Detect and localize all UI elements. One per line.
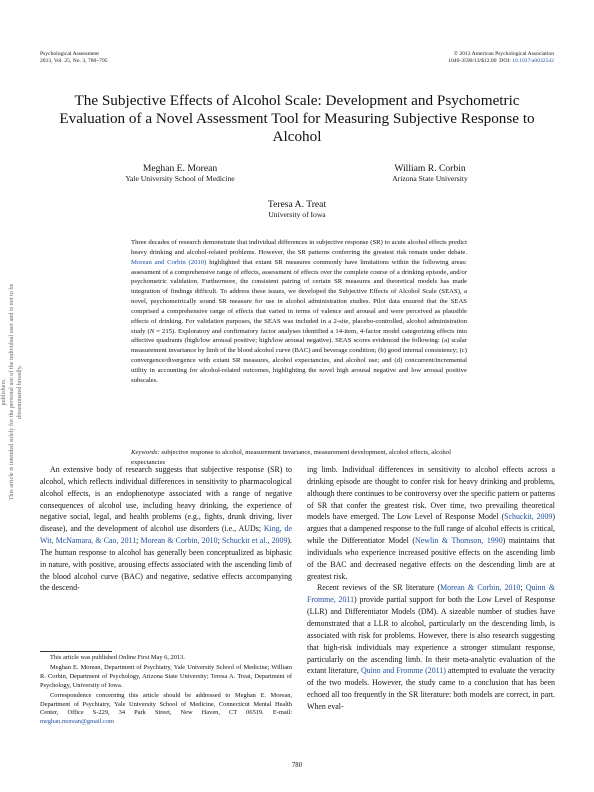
author-affiliation: Yale University School of Medicine: [125, 174, 235, 183]
author-name: Meghan E. Morean: [142, 163, 218, 174]
author-affiliation: University of Iowa: [268, 210, 326, 219]
copyright-line: © 2013 American Psychological Association: [453, 51, 554, 57]
body-text: ). The human response to alcohol has generally been conceptualized as biphasic in nature, with positive, arousing effects associated with the ascending limb of the blood alcohol curve (BAC) and negative, sedative effects accompanying the descend-: [40, 536, 292, 593]
side-notice-line-1: publishers.: [0, 378, 7, 406]
citation-link[interactable]: Quinn & Fromme, 2011: [307, 583, 555, 605]
body-text: ;: [520, 583, 526, 593]
journal-header-right: [448, 51, 554, 64]
abstract: [131, 238, 467, 386]
journal-name: Psychological Assessment: [40, 51, 99, 57]
keywords-label: Keywords:: [131, 449, 160, 456]
footnote-divider: [40, 651, 112, 652]
footnotes: [40, 654, 292, 728]
journal-header-left: [40, 51, 108, 64]
citation-link[interactable]: Newlin & Thomson, 1990: [415, 536, 503, 546]
author-block-1: [90, 163, 270, 183]
citation-link[interactable]: Morean & Corbin, 2010: [140, 536, 218, 546]
body-text: ;: [136, 536, 141, 546]
footnote-correspondence: [40, 692, 292, 727]
citation-link[interactable]: King, de Wit, McNamara, & Cao, 2011: [40, 524, 292, 546]
doi-link[interactable]: 10.1037/a0032542: [512, 57, 554, 64]
citation-link[interactable]: Morean & Corbin, 2010: [440, 583, 521, 593]
abstract-text: = 215). Exploratory and confirmatory factor analyses identified a 14-item, 4-factor model categorizing effects into affective quadrants (high/low arousal positive; high/low arousal negative). SEAS scores evidenced the following: (a) scalar measurement invariance by limb of the blood alcohol curve (BAC) and beverage condition; (b) good internal consistency; (c) convergence/divergence with extant SR measures, alcohol expectancies, and alcohol use; and (d) concurrent/incremental utility in accounting for alcohol-related outcomes, highlighting the novel high arousal negative and low arousal positive subscales.: [131, 327, 467, 384]
citation-link[interactable]: Quinn and Fromme (2011): [360, 666, 446, 676]
footnote-affiliations: Meghan E. Morean, Department of Psychiatry, Yale University School of Medicine; William R. Corbin, Department of Psychology, Arizona State University; Teresa A. Treat, Department of Psychology, University of Iowa.: [40, 664, 292, 689]
journal-citation: 2013, Vol. 25, No. 3, 780–795: [40, 57, 108, 64]
side-notice-line-2: This article is intended solely for the personal use of the individual user and is not to be disseminated broadly.: [8, 283, 23, 501]
author-name: Teresa A. Treat: [267, 199, 327, 210]
email-link[interactable]: meghan.morean@gmail.com: [40, 717, 115, 725]
keywords-text: subjective response to alcohol, measurement invariance, measurement development, alcohol effects, alcohol expectancies: [131, 449, 451, 466]
body-text: An extensive body of research suggests that subjective response (SR) to alcohol, which reflects individual differences in sensitivity to pharmacological alcohol effects, is an endophenotype associated with a range of negative consequences of alcohol use, including heavy drinking, the experience of negative social, legal, and health problems (e.g., fights, drunk driving, liver disease), and the development of alcohol use disorders (i.e., AUDs;: [40, 465, 292, 534]
author-name: William R. Corbin: [394, 163, 466, 174]
body-column-right: [307, 464, 555, 713]
doi-label: DOI:: [499, 57, 511, 64]
citation-link[interactable]: Schuckit, 2009: [504, 512, 553, 522]
body-paragraph: [307, 464, 555, 582]
article-title: The Subjective Effects of Alcohol Scale: Development and Psychometric Evaluation of a Novel Assessment Tool for Measuring Subjective Response to Alcohol: [59, 92, 535, 145]
abstract-text: highlighted that extant SR measures commonly have limitations within the following areas: assessment of a comprehensive range of effects, assessment of effects over the complete course of a drinking episode, and/or psychometric validation. Furthermore, the consistent pairing of certain SR measures and theoretical models has made integration of findings difficult. To address these issues, we developed the Subjective Effects of Alcohol Scale (SEAS), a novel, psychometrically sound SR measure for use in alcohol administration studies. Pilot data ensured that the SEAS comprised a comprehensive range of effects that varied in terms of valence and arousal and were perceived as plausible effects of drinking. For validation purposes, the SEAS was included in a 2-site, placebo-controlled, alcohol administration study (: [131, 258, 468, 335]
author-block-2: [340, 163, 520, 183]
issn: 1040-3590/13/$12.00: [448, 57, 497, 64]
body-text: ing limb. Individual differences in sensitivity to alcohol effects across a drinking episode are thought to confer risk for heavy drinking and problems, although there continues to be controversy over the specific pattern or patterns of SR that confer the greatest risk. Over time, two prevailing theoretical models have emerged. The Low Level of Response Model (: [307, 465, 555, 522]
body-text: Recent reviews of the SR literature (: [317, 583, 441, 593]
body-text: ) argues that a dampened response to the full range of alcohol effects is critical, while the Differentiator Model (: [307, 512, 555, 546]
body-column-left: [40, 464, 292, 594]
issn-doi-line: [448, 58, 554, 65]
abstract-citation-link[interactable]: Morean and Corbin (2010): [131, 258, 207, 266]
page-number: 780: [291, 762, 303, 769]
citation-link[interactable]: Schuckit et al., 2009: [222, 536, 288, 546]
footnote-text: Correspondence concerning this article should be addressed to Meghan E. Morean, Department of Psychiatry, Yale University School of Medicine, Connecticut Mental Health Center, Office S-229, 34 Park Street, New Haven, CT 06519. E-mail:: [40, 691, 292, 717]
author-block-3: [207, 199, 387, 219]
body-text: ) provide partial support for both the Low Level of Response (LLR) and Differentiator Models (DM). A sizeable number of studies have demonstrated that a LLR to alcohol, particularly on the descending limb, is associated with risk for problems. However, there is also research suggesting that high-risk individuals may experience a stronger stimulant response, particularly on the ascending limb. In their meta-analytic evaluation of the extant literature,: [307, 595, 555, 676]
abstract-text: Three decades of research demonstrate that individual differences in subjective response (SR) to acute alcohol effects predict heavy drinking and alcohol-related problems. However, the SR patterns conferring the greatest risk remain under debate.: [131, 239, 467, 256]
author-affiliation: Arizona State University: [392, 174, 468, 183]
body-text: attempted to evaluate the veracity of the two models. However, the study came to a conclusion that has been echoed all too frequently in the SR literature: both models are correct, in part. When eval-: [307, 666, 555, 711]
side-copyright-notice: [0, 272, 24, 512]
sample-size-symbol: N: [149, 327, 155, 335]
body-paragraph: [40, 464, 292, 594]
body-text: ) maintains that individuals who experience increased positive effects on the ascending limb of the BAC and decreased negative effects on the descending limb are at greatest risk.: [307, 536, 555, 581]
footnote-online-date: This article was published Online First May 6, 2013.: [50, 654, 185, 661]
body-paragraph: [307, 582, 555, 712]
body-text: ;: [217, 536, 222, 546]
